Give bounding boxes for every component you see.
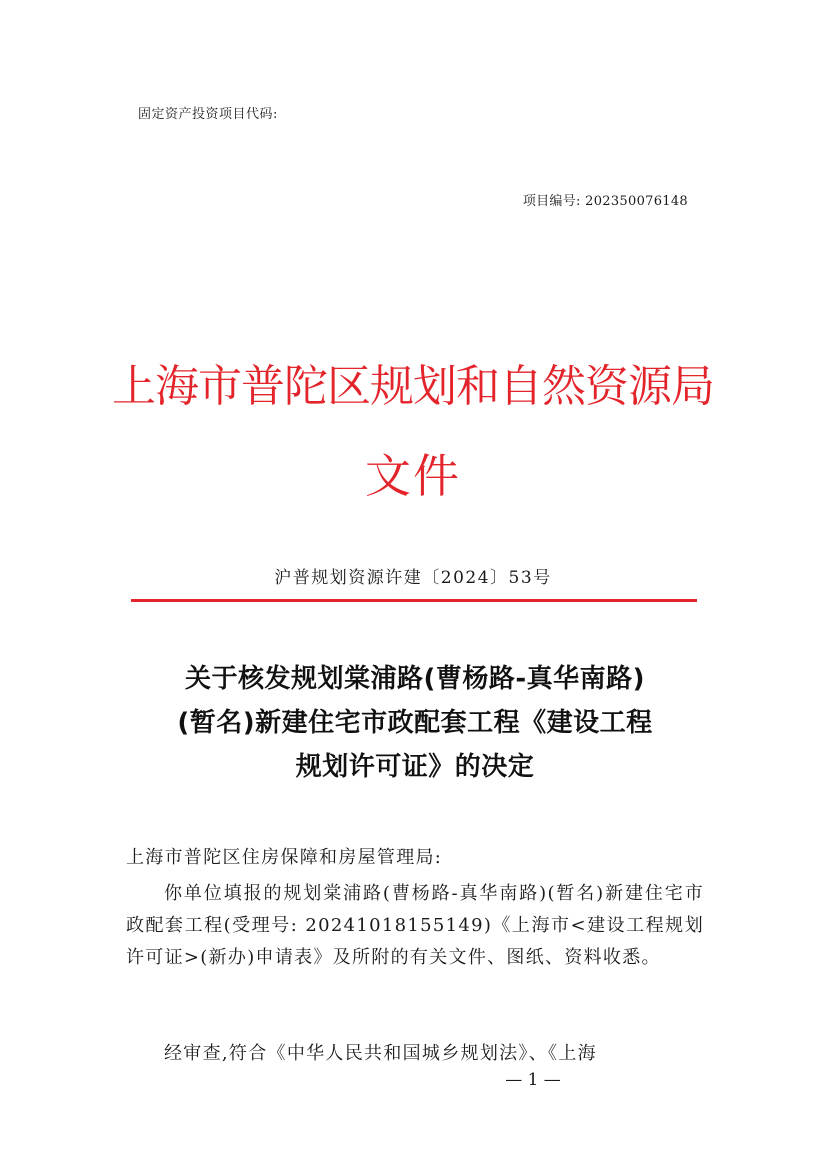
title-line-2: (暂名)新建住宅市政配套工程《建设工程 (177, 708, 653, 738)
body-paragraph-2: 经审查,符合《中华人民共和国城乡规划法》、《上海 (164, 1043, 597, 1064)
title-line-3: 规划许可证》的决定 (295, 752, 535, 782)
addressee: 上海市普陀区住房保障和房屋管理局: (126, 847, 443, 868)
page-number: — 1 — (505, 1070, 561, 1090)
body-paragraph-1: 你单位填报的规划棠浦路(曹杨路-真华南路)(暂名)新建住宅市政配套工程(受理号: 20241018155149)《上海市<建设工程规划许可证>(新办)申请表》及所附的有关文件、图纸、资料收悉。 (126, 883, 704, 968)
project-number: 项目编号: 202350076148 (522, 194, 688, 209)
project-code-label: 固定资产投资项目代码: (138, 107, 278, 122)
document-type: 文件 (365, 449, 461, 503)
document-number: 沪普规划资源许建〔2024〕53号 (274, 568, 552, 588)
title-line-1: 关于核发规划棠浦路(曹杨路-真华南路) (184, 664, 646, 694)
document-title (126, 657, 704, 789)
issuer-heading: 上海市普陀区规划和自然资源局 (112, 361, 714, 412)
red-divider (131, 599, 697, 602)
